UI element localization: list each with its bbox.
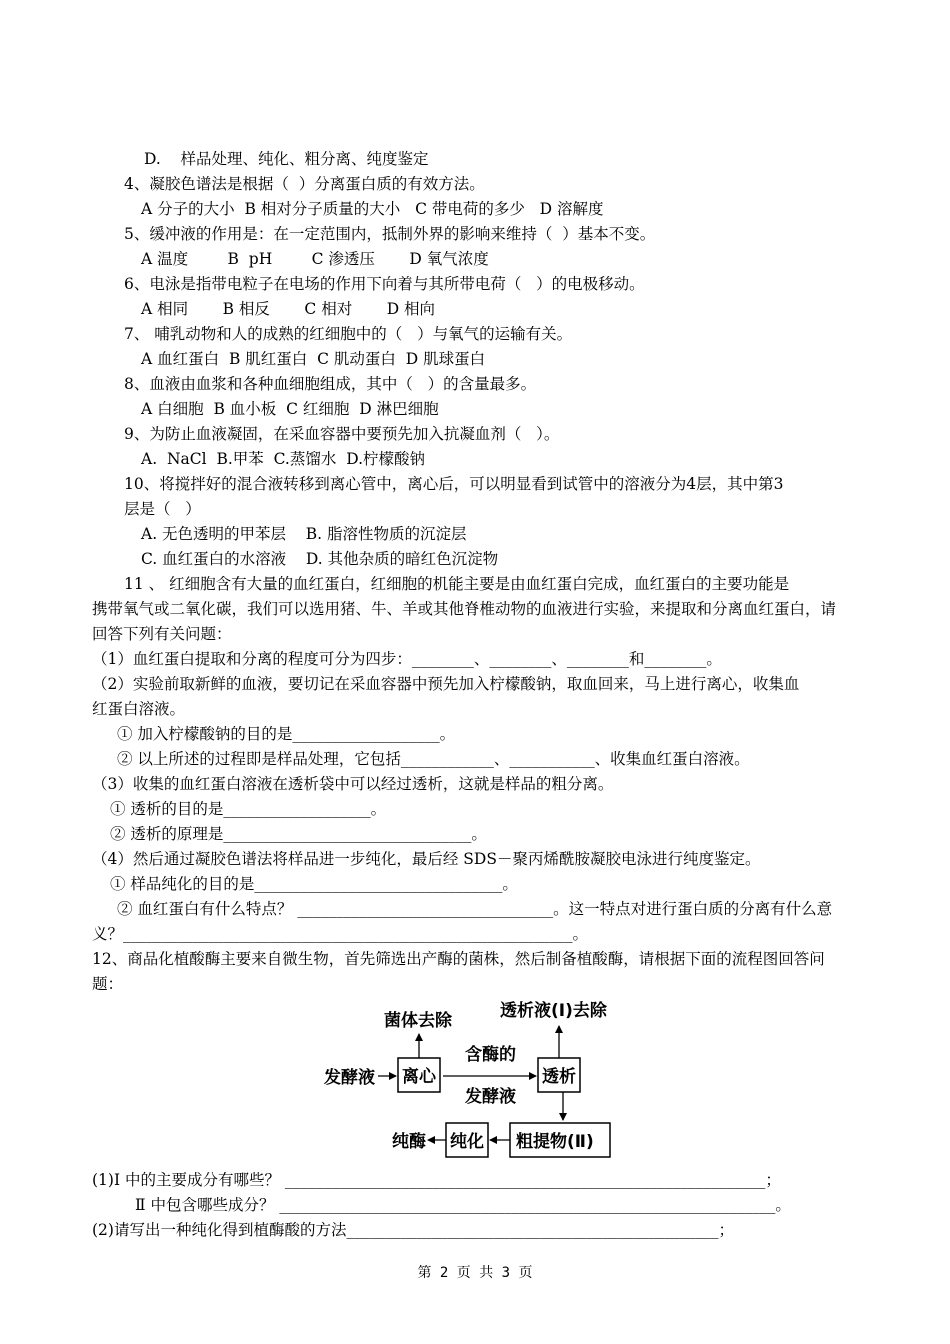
enzyme-liquid-label-1: 含酶的 <box>465 1045 516 1065</box>
q11-part2-sub1: ① 加入柠檬酸钠的目的是___________________。 <box>117 725 456 743</box>
q12-part1-cont: Ⅱ 中包含哪些成分？ ________________________________________________________________。 <box>135 1196 791 1214</box>
q12-part2: (2)请写出一种纯化得到植酶酸的方法________________________________________________； <box>92 1221 734 1239</box>
centrifuge-label: 离心 <box>402 1067 436 1087</box>
options-4: A 分子的大小 B 相对分子质量的大小 C 带电荷的多少 D 溶解度 <box>141 200 604 218</box>
question-11: 11 、 红细胞含有大量的血红蛋白，红细胞的机能主要是由血红蛋白完成，血红蛋白的主要功能是 <box>124 575 790 593</box>
q11-part3-sub1: ① 透析的目的是___________________。 <box>110 800 387 818</box>
dialysis-label: 透析 <box>542 1067 576 1087</box>
q11-part2: （2）实验前取新鲜的血液，要切记在采血容器中预先加入柠檬酸钠，取血回来，马上进行离心，收集血 <box>92 675 800 693</box>
question-11-cont: 携带氧气或二氧化碳，我们可以选用猪、牛、羊或其他脊椎动物的血液进行实验，来提取和分离血红蛋白，请 <box>92 600 837 618</box>
question-12-cont: 题： <box>92 975 124 993</box>
question-5: 5、缓冲液的作用是：在一定范围内，抵制外界的影响来维持（ ）基本不变。 <box>124 225 656 243</box>
question-6: 6、电泳是指带电粒子在电场的作用下向着与其所带电荷（ ）的电极移动。 <box>124 275 645 293</box>
q11-part4-sub1: ① 样品纯化的目的是________________________________。 <box>110 875 518 893</box>
question-7: 7、 哺乳动物和人的成熟的红细胞中的（ ）与氧气的运输有关。 <box>124 325 573 343</box>
question-9: 9、为防止血液凝固，在采血容器中要预先加入抗凝血剂（ ）。 <box>124 425 560 443</box>
question-4: 4、凝胶色谱法是根据（ ）分离蛋白质的有效方法。 <box>124 175 485 193</box>
crude-extract-label: 粗提物(Ⅱ) <box>516 1132 594 1152</box>
q11-part3: （3）收集的血红蛋白溶液在透析袋中可以经过透析，这就是样品的粗分离。 <box>92 775 614 793</box>
cell-removal-label: 菌体去除 <box>384 1011 452 1031</box>
q11-part3-sub2: ② 透析的原理是________________________________。 <box>110 825 487 843</box>
options-9: A. NaCl B.甲苯 C.蒸馏水 D.柠檬酸钠 <box>141 450 426 468</box>
pure-enzyme-label: 纯酶 <box>392 1132 426 1152</box>
page-footer: 第 2 页 共 3 页 <box>417 1265 533 1281</box>
q11-part4-sub2-cont: 义？__________________________________________________________。 <box>92 925 589 943</box>
enzyme-liquid-label-2: 发酵液 <box>465 1087 516 1107</box>
question-11-cont2: 回答下列有关问题： <box>92 625 232 643</box>
q11-part1: （1）血红蛋白提取和分离的程度可分为四步：________、________、________和________。 <box>92 650 722 668</box>
options-7: A 血红蛋白 B 肌红蛋白 C 肌动蛋白 D 肌球蛋白 <box>141 350 486 368</box>
question-8: 8、血液由血浆和各种血细胞组成，其中（ ）的含量最多。 <box>124 375 537 393</box>
options-10-ab: A. 无色透明的甲苯层 B. 脂溶性物质的沉淀层 <box>141 525 467 543</box>
fermentation-liquid-label: 发酵液 <box>324 1068 375 1088</box>
options-10-cd: C. 血红蛋白的水溶液 D. 其他杂质的暗红色沉淀物 <box>141 550 499 568</box>
question-10: 10、将搅拌好的混合液转移到离心管中，离心后，可以明显看到试管中的溶液分为4层，其中第3 <box>124 475 784 493</box>
q11-part2-cont: 红蛋白溶液。 <box>92 700 186 718</box>
q11-part4: （4）然后通过凝胶色谱法将样品进一步纯化，最后经 SDS－聚丙烯酰胺凝胶电泳进行纯度鉴定。 <box>92 850 761 868</box>
options-6: A 相同 B 相反 C 相对 D 相向 <box>141 300 436 318</box>
q11-part4-sub2: ② 血红蛋白有什么特点？ _________________________________。这一特点对进行蛋白质的分离有什么意 <box>117 900 833 918</box>
q11-part2-sub2: ② 以上所述的过程即是样品处理，它包括____________、___________、收集血红蛋白溶液。 <box>117 750 750 768</box>
question-12: 12、商品化植酸酶主要来自微生物，首先筛选出产酶的菌株，然后制备植酸酶，请根据下面的流程图回答问 <box>92 950 825 968</box>
options-5: A 温度 B pH C 渗透压 D 氧气浓度 <box>141 250 489 268</box>
enzyme-flow-diagram <box>318 996 628 1161</box>
purification-label: 纯化 <box>450 1132 484 1152</box>
options-8: A 白细胞 B 血小板 C 红细胞 D 淋巴细胞 <box>141 400 439 418</box>
option-line: D. 样品处理、纯化、粗分离、纯度鉴定 <box>144 150 429 168</box>
q12-part1: (1)Ⅰ 中的主要成分有哪些？ ______________________________________________________________； <box>92 1171 781 1189</box>
question-10-cont: 层是（ ） <box>124 500 201 518</box>
dialysate-removal-label: 透析液(Ⅰ)去除 <box>500 1001 607 1021</box>
